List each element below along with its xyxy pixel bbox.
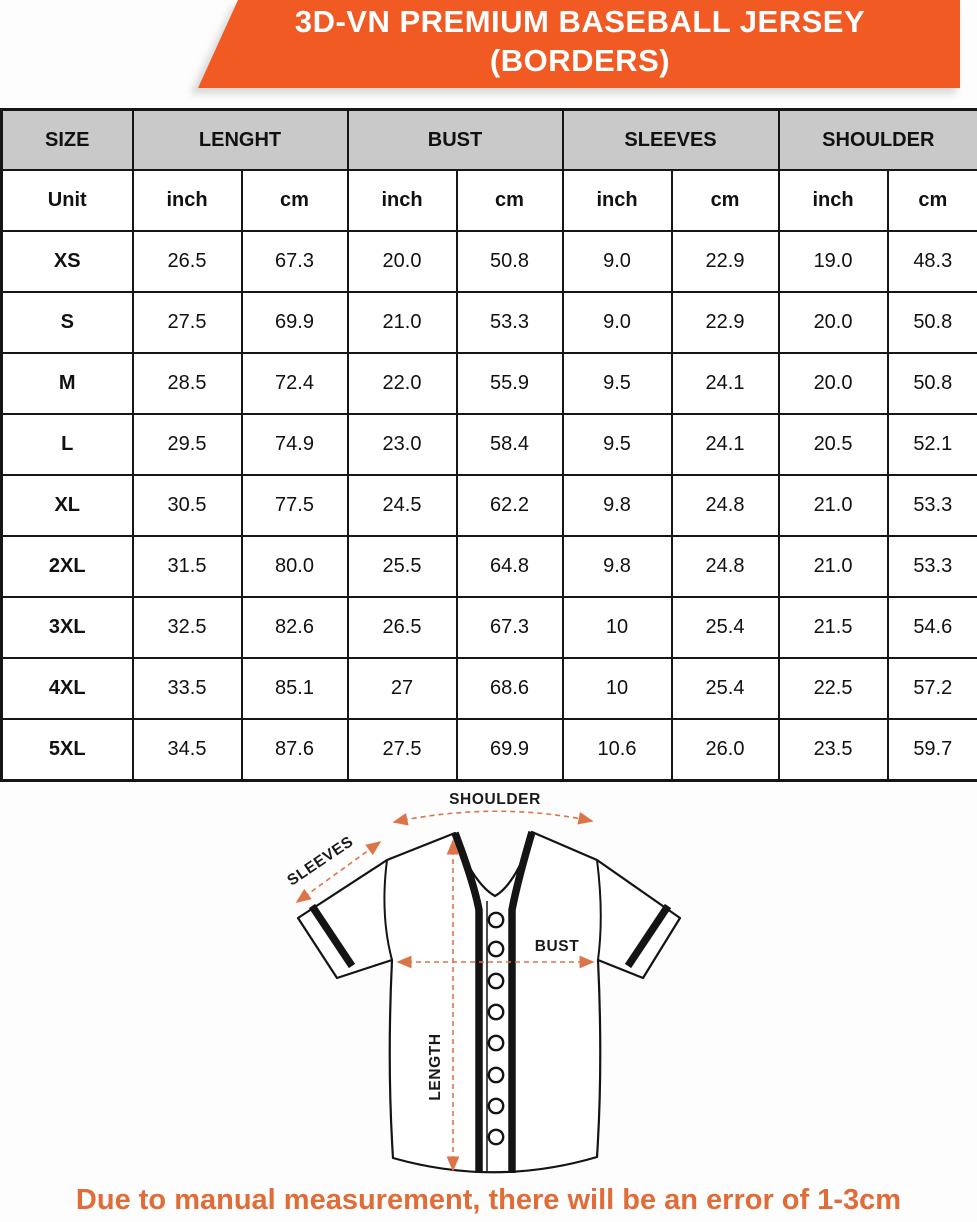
measurement-cell: 52.1 bbox=[888, 414, 977, 475]
measurement-cell: 62.2 bbox=[457, 475, 563, 536]
measurement-cell: 50.8 bbox=[888, 292, 977, 353]
table-header-row bbox=[2, 110, 977, 171]
button bbox=[489, 1036, 503, 1050]
measurement-cell: 20.5 bbox=[779, 414, 888, 475]
jersey-outline bbox=[298, 832, 680, 1172]
measurement-cell: 23.0 bbox=[348, 414, 457, 475]
size-label: XS bbox=[2, 231, 133, 292]
size-label: XL bbox=[2, 475, 133, 536]
measurement-cell: 10 bbox=[563, 597, 672, 658]
measurement-cell: 24.8 bbox=[672, 536, 779, 597]
page-title-line1: 3D-VN PREMIUM BASEBALL JERSEY bbox=[294, 4, 866, 39]
size-label: S bbox=[2, 292, 133, 353]
col-header-size: SIZE bbox=[2, 110, 133, 171]
measurement-cell: 25.4 bbox=[672, 658, 779, 719]
measurement-cell: 9.8 bbox=[563, 536, 672, 597]
measurement-cell: 26.0 bbox=[672, 719, 779, 781]
measurement-cell: 9.5 bbox=[563, 414, 672, 475]
measurement-cell: 19.0 bbox=[779, 231, 888, 292]
unit-cell: cm bbox=[888, 170, 977, 231]
measurement-cell: 20.0 bbox=[779, 353, 888, 414]
jersey-diagram bbox=[250, 775, 750, 1195]
measurement-cell: 22.9 bbox=[672, 231, 779, 292]
unit-cell: inch bbox=[133, 170, 242, 231]
measurement-cell: 22.9 bbox=[672, 292, 779, 353]
measurement-cell: 20.0 bbox=[348, 231, 457, 292]
measurement-cell: 9.5 bbox=[563, 353, 672, 414]
measurement-cell: 22.5 bbox=[779, 658, 888, 719]
measurement-cell: 10.6 bbox=[563, 719, 672, 781]
unit-cell: inch bbox=[779, 170, 888, 231]
measurement-cell: 68.6 bbox=[457, 658, 563, 719]
measurement-cell: 26.5 bbox=[348, 597, 457, 658]
bust-label: BUST bbox=[534, 938, 580, 955]
table-row bbox=[2, 536, 977, 597]
measurement-cell: 23.5 bbox=[779, 719, 888, 781]
measurement-cell: 27.5 bbox=[133, 292, 242, 353]
measurement-cell: 26.5 bbox=[133, 231, 242, 292]
measurement-cell: 59.7 bbox=[888, 719, 977, 781]
table-row bbox=[2, 414, 977, 475]
table-row bbox=[2, 353, 977, 414]
unit-row bbox=[2, 170, 977, 231]
col-header-bust: BUST bbox=[348, 110, 563, 171]
measurement-cell: 9.0 bbox=[563, 231, 672, 292]
measurement-cell: 53.3 bbox=[888, 536, 977, 597]
measurement-cell: 69.9 bbox=[457, 719, 563, 781]
measurement-cell: 69.9 bbox=[242, 292, 348, 353]
measurement-cell: 30.5 bbox=[133, 475, 242, 536]
measurement-cell: 50.8 bbox=[457, 231, 563, 292]
table-row bbox=[2, 231, 977, 292]
measurement-cell: 54.6 bbox=[888, 597, 977, 658]
measurement-cell: 24.5 bbox=[348, 475, 457, 536]
measurement-cell: 27.5 bbox=[348, 719, 457, 781]
measurement-cell: 77.5 bbox=[242, 475, 348, 536]
page-title-line2: (BORDERS) bbox=[489, 43, 671, 78]
size-chart-table bbox=[0, 108, 977, 782]
button bbox=[489, 1005, 503, 1019]
measurement-cell: 85.1 bbox=[242, 658, 348, 719]
measurement-cell: 21.0 bbox=[779, 536, 888, 597]
button bbox=[489, 942, 503, 956]
size-label: 3XL bbox=[2, 597, 133, 658]
measurement-cell: 67.3 bbox=[457, 597, 563, 658]
button bbox=[489, 1130, 503, 1144]
table-body bbox=[2, 231, 977, 781]
size-label: 4XL bbox=[2, 658, 133, 719]
button bbox=[489, 1068, 503, 1082]
measurement-cell: 80.0 bbox=[242, 536, 348, 597]
length-label: LENGTH bbox=[427, 1033, 444, 1101]
table-row bbox=[2, 475, 977, 536]
measurement-cell: 67.3 bbox=[242, 231, 348, 292]
table-row bbox=[2, 597, 977, 658]
measurement-cell: 34.5 bbox=[133, 719, 242, 781]
page-title bbox=[205, 2, 955, 80]
table-row bbox=[2, 292, 977, 353]
measurement-cell: 72.4 bbox=[242, 353, 348, 414]
measurement-cell: 53.3 bbox=[457, 292, 563, 353]
measurement-cell: 21.0 bbox=[348, 292, 457, 353]
sleeves-label: SLEEVES bbox=[284, 833, 357, 890]
measurement-cell: 48.3 bbox=[888, 231, 977, 292]
size-label: M bbox=[2, 353, 133, 414]
measurement-cell: 9.0 bbox=[563, 292, 672, 353]
measurement-cell: 55.9 bbox=[457, 353, 563, 414]
measurement-cell: 10 bbox=[563, 658, 672, 719]
measurement-cell: 29.5 bbox=[133, 414, 242, 475]
measurement-cell: 32.5 bbox=[133, 597, 242, 658]
measurement-cell: 24.1 bbox=[672, 353, 779, 414]
col-header-sleeves: SLEEVES bbox=[563, 110, 779, 171]
measurement-cell: 20.0 bbox=[779, 292, 888, 353]
measurement-cell: 74.9 bbox=[242, 414, 348, 475]
measurement-cell: 57.2 bbox=[888, 658, 977, 719]
measurement-cell: 64.8 bbox=[457, 536, 563, 597]
measurement-error-note: Due to manual measurement, there will be an error of 1-3cm bbox=[75, 1184, 902, 1216]
unit-cell: Unit bbox=[2, 170, 133, 231]
button bbox=[489, 1099, 503, 1113]
unit-cell: inch bbox=[563, 170, 672, 231]
button bbox=[489, 974, 503, 988]
measurement-cell: 53.3 bbox=[888, 475, 977, 536]
table-row bbox=[2, 719, 977, 781]
measurement-cell: 27 bbox=[348, 658, 457, 719]
measurement-cell: 24.1 bbox=[672, 414, 779, 475]
measurement-cell: 24.8 bbox=[672, 475, 779, 536]
measurement-cell: 58.4 bbox=[457, 414, 563, 475]
button bbox=[489, 913, 503, 927]
measurement-cell: 82.6 bbox=[242, 597, 348, 658]
measurement-cell: 25.5 bbox=[348, 536, 457, 597]
unit-cell: cm bbox=[457, 170, 563, 231]
measurement-cell: 21.0 bbox=[779, 475, 888, 536]
measurement-cell: 50.8 bbox=[888, 353, 977, 414]
measurement-cell: 31.5 bbox=[133, 536, 242, 597]
measurement-cell: 25.4 bbox=[672, 597, 779, 658]
measurement-cell: 21.5 bbox=[779, 597, 888, 658]
unit-cell: cm bbox=[672, 170, 779, 231]
unit-cell: cm bbox=[242, 170, 348, 231]
measurement-cell: 33.5 bbox=[133, 658, 242, 719]
measurement-cell: 22.0 bbox=[348, 353, 457, 414]
measurement-cell: 28.5 bbox=[133, 353, 242, 414]
shoulder-measure-arrow bbox=[394, 811, 592, 822]
measurement-cell: 87.6 bbox=[242, 719, 348, 781]
table-row bbox=[2, 658, 977, 719]
unit-cell: inch bbox=[348, 170, 457, 231]
size-label: L bbox=[2, 414, 133, 475]
size-label: 5XL bbox=[2, 719, 133, 781]
col-header-length: LENGHT bbox=[133, 110, 348, 171]
size-label: 2XL bbox=[2, 536, 133, 597]
shoulder-label: SHOULDER bbox=[449, 791, 541, 808]
col-header-shoulder: SHOULDER bbox=[779, 110, 977, 171]
measurement-cell: 9.8 bbox=[563, 475, 672, 536]
